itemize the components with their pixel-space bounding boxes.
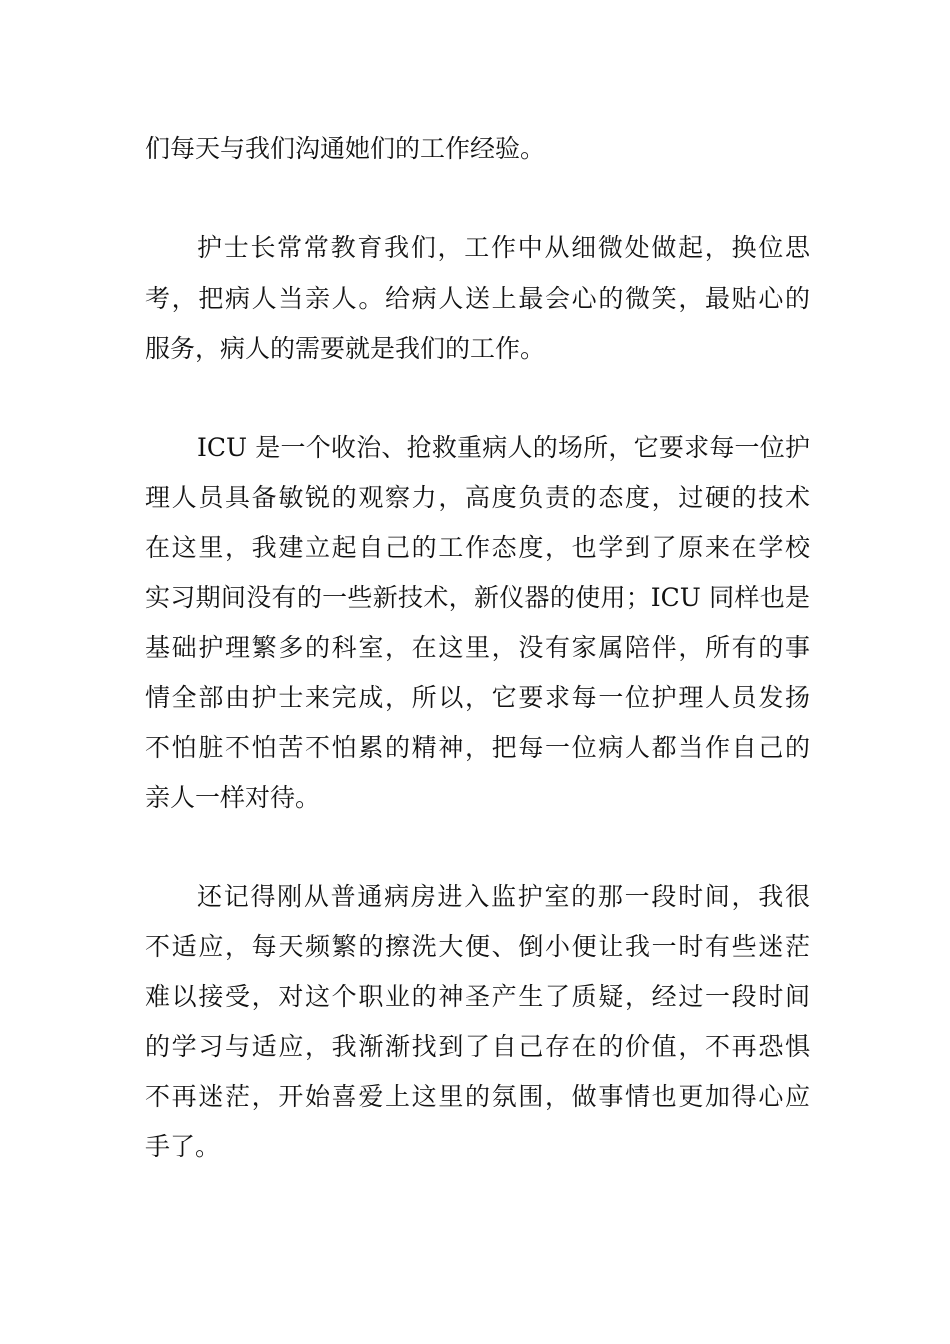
paragraph-4-line-3: 难以接受，对这个职业的神圣产生了质疑，经过一段时间 bbox=[145, 982, 810, 1011]
paragraph-4-line-5: 不再迷茫，开始喜爱上这里的氛围，做事情也更加得心应 bbox=[145, 1082, 810, 1111]
paragraph-3-line-7: 不怕脏不怕苦不怕累的精神，把每一位病人都当作自己的 bbox=[145, 733, 810, 762]
paragraph-2-line-1: 护士长常常教育我们，工作中从细微处做起，换位思 bbox=[197, 233, 810, 262]
paragraph-4-line-4: 的学习与适应，我渐渐找到了自己存在的价值，不再恐惧 bbox=[145, 1032, 810, 1061]
paragraph-3-line-2: 理人员具备敏锐的观察力，高度负责的态度，过硬的技术 bbox=[145, 483, 810, 512]
paragraph-3-line-4: 实习期间没有的一些新技术，新仪器的使用；ICU 同样也是 bbox=[145, 583, 810, 612]
paragraph-3-line-6: 情全部由护士来完成，所以，它要求每一位护理人员发扬 bbox=[145, 683, 810, 712]
paragraph-4-line-6: 手了。 bbox=[145, 1132, 221, 1161]
paragraph-3-line-5: 基础护理繁多的科室，在这里，没有家属陪伴，所有的事 bbox=[145, 633, 810, 662]
paragraph-3-line-3: 在这里，我建立起自己的工作态度，也学到了原来在学校 bbox=[145, 533, 810, 562]
paragraph-3-line-1: ICU 是一个收治、抢救重病人的场所，它要求每一位护 bbox=[197, 433, 810, 462]
paragraph-2-line-2: 考，把病人当亲人。给病人送上最会心的微笑，最贴心的 bbox=[145, 284, 810, 313]
paragraph-3-line-8: 亲人一样对待。 bbox=[145, 783, 321, 812]
paragraph-1-line-1: 们每天与我们沟通她们的工作经验。 bbox=[145, 134, 546, 163]
paragraph-4-line-1: 还记得刚从普通病房进入监护室的那一段时间，我很 bbox=[197, 882, 810, 911]
paragraph-2-line-3: 服务，病人的需要就是我们的工作。 bbox=[145, 334, 546, 363]
paragraph-4-line-2: 不适应，每天频繁的擦洗大便、倒小便让我一时有些迷茫 bbox=[145, 932, 810, 961]
